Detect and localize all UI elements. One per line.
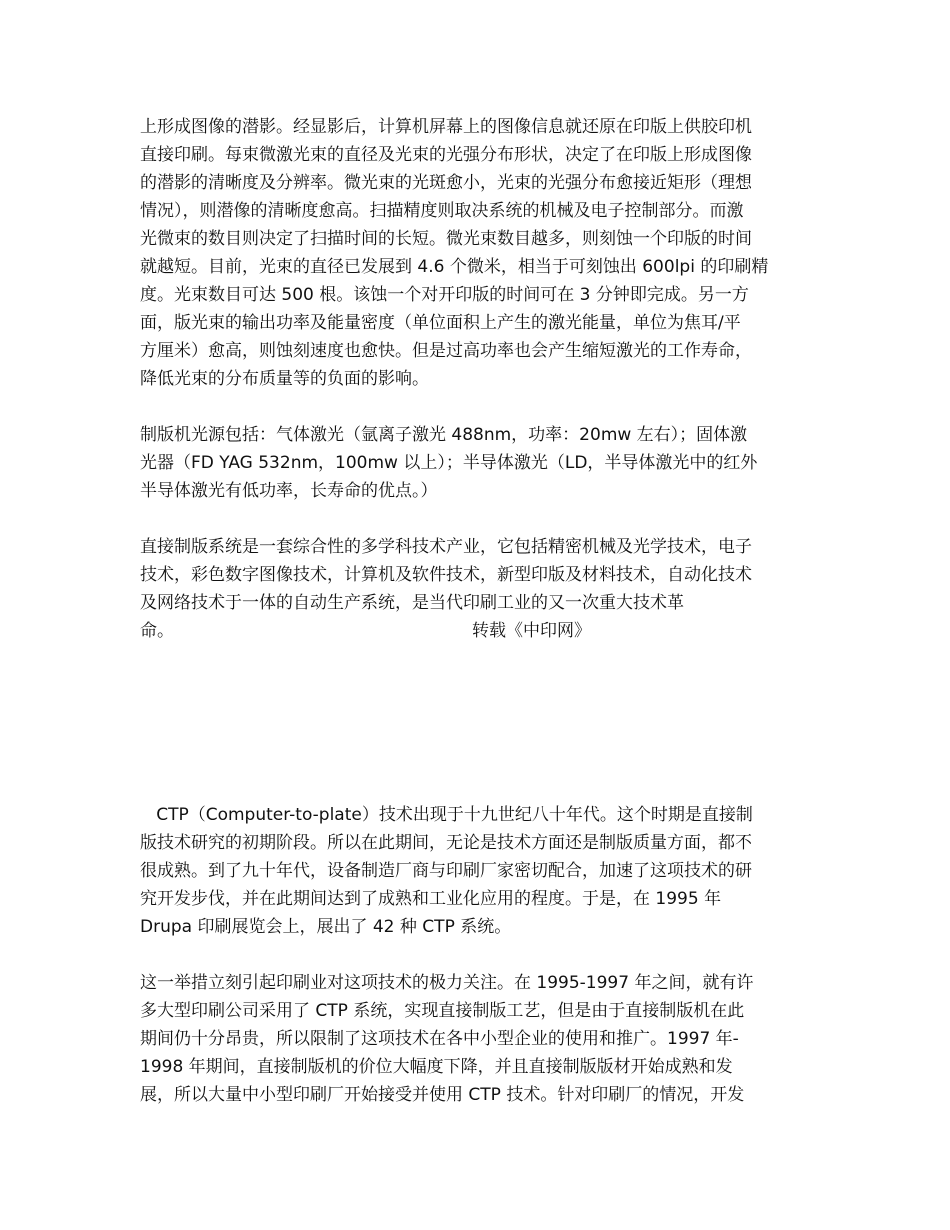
text-line: Drupa 印刷展览会上，展出了 42 种 CTP 系统。 — [140, 917, 512, 937]
text-line: 这一举措立刻引起印刷业对这项技术的极力关注。在 1995-1997 年之间，就有许 — [140, 973, 754, 993]
text-line: 很成熟。到了九十年代，设备制造厂商与印刷厂家密切配合，加速了这项技术的研 — [140, 861, 752, 881]
source-note: 转载《中印网》 — [472, 621, 591, 641]
text-line: 方厘米）愈高，则蚀刻速度也愈快。但是过高功率也会产生缩短激光的工作寿命， — [140, 341, 752, 361]
text-line: 降低光束的分布质量等的负面的影响。 — [140, 369, 429, 389]
text-line: 情况），则潜像的清晰度愈高。扫描精度则取决系统的机械及电子控制部分。而激 — [140, 201, 744, 221]
text-line: 技术，彩色数字图像技术，计算机及软件技术，新型印版及材料技术，自动化技术 — [140, 565, 752, 585]
text-line: 就越短。目前，光束的直径已发展到 4.6 个微米，相当于可刻蚀出 600lpi 的印刷精 — [140, 257, 769, 277]
text-line: 度。光束数目可达 500 根。该蚀一个对开印版的时间可在 3 分钟即完成。另一方 — [140, 285, 749, 305]
text-line: 直接制版系统是一套综合性的多学科技术产业，它包括精密机械及光学技术，电子 — [140, 537, 752, 557]
text-line: 多大型印刷公司采用了 CTP 系统，实现直接制版工艺，但是由于直接制版机在此 — [140, 1001, 745, 1021]
text-line: CTP（Computer-to-plate）技术出现于十九世纪八十年代。这个时期是直接制 — [140, 805, 753, 825]
text-line: 版技术研究的初期阶段。所以在此期间，无论是技术方面还是制版质量方面，都不 — [140, 833, 752, 853]
text-line: 光器（FD YAG 532nm，100mw 以上）；半导体激光（LD，半导体激光中的红外 — [140, 453, 758, 473]
text-line: 展，所以大量中小型印刷厂开始接受并使用 CTP 技术。针对印刷厂的情况，开发 — [140, 1085, 745, 1105]
text-line: 的潜影的清晰度及分辨率。微光束的光斑愈小，光束的光强分布愈接近矩形（理想 — [140, 173, 752, 193]
text-line: 1998 年期间，直接制版机的价位大幅度下降，并且直接制版版材开始成熟和发 — [140, 1057, 733, 1077]
text-line: 制版机光源包括：气体激光（氩离子激光 488nm，功率：20mw 左右）；固体激 — [140, 425, 748, 445]
text-line: 上形成图像的潜影。经显影后，计算机屏幕上的图像信息就还原在印版上供胶印机 — [140, 117, 752, 137]
text-line: 光微束的数目则决定了扫描时间的长短。微光束数目越多，则刻蚀一个印版的时间 — [140, 229, 752, 249]
text-line: 面，版光束的输出功率及能量密度（单位面积上产生的激光能量，单位为焦耳/平 — [140, 313, 741, 333]
text-line: 直接印刷。每束微激光束的直径及光束的光强分布形状，决定了在印版上形成图像 — [140, 145, 752, 165]
text-line: 命。 — [140, 621, 174, 641]
text-line: 及网络技术于一体的自动生产系统，是当代印刷工业的又一次重大技术革 — [140, 593, 684, 613]
text-line: 期间仍十分昂贵，所以限制了这项技术在各中小型企业的使用和推广。1997 年- — [140, 1029, 739, 1049]
text-line: 半导体激光有低功率，长寿命的优点。） — [140, 481, 438, 501]
text-line: 究开发步伐，并在此期间达到了成熟和工业化应用的程度。于是，在 1995 年 — [140, 889, 722, 909]
